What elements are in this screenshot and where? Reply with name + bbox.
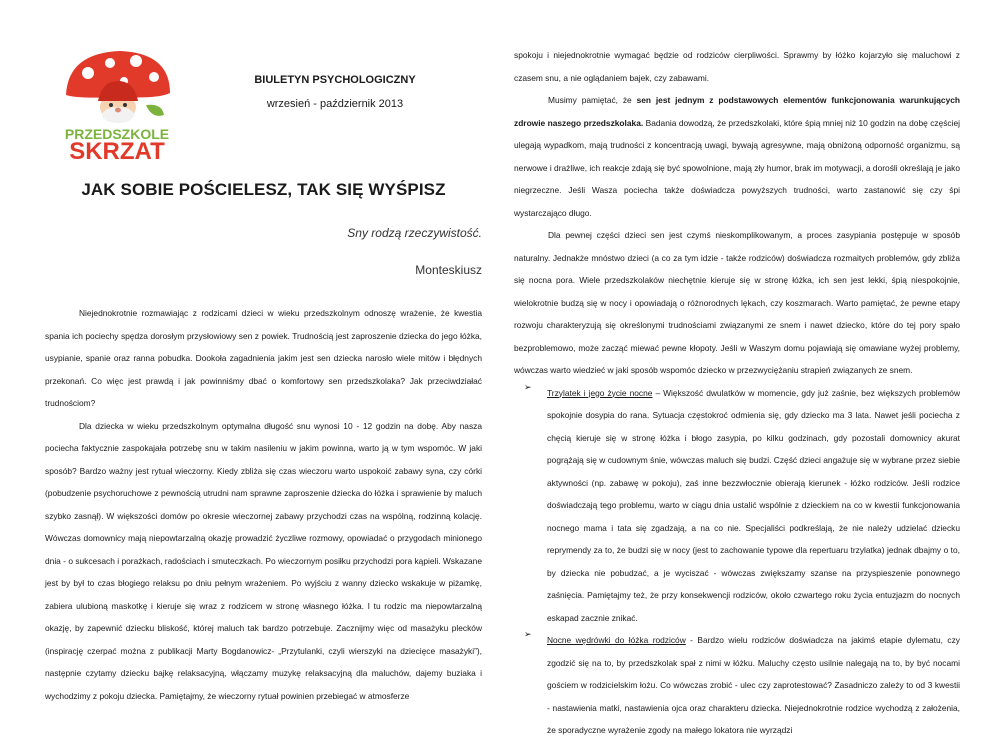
paragraph: Niejednokrotnie rozmawiając z rodzicami dzieci w wieku przedszkolnym odnoszę wrażenie, że kwestia spania ich pociechy spędza dorosłym przysłowiowy sen z powiek. Trudnością jest zaproszenie dziecka do jego łóżka, usypianie, spanie oraz ranna pobudka. Dookoła zagadnienia jakim jest sen dziecka narosło wiele mitów i błędnych przekonań. Co więc jest prawdą i jak powinniśmy dbać o komfortowy sen przedszkolaka? Jak przeciwdziałać trudnościom? (45, 308, 482, 408)
right-column-body (514, 44, 960, 742)
bullet-text (547, 382, 960, 630)
paragraph: Dla pewnej części dzieci sen jest czymś nieskomplikowanym, a proces zasypiania postępuje w sposób naturalny. Jednakże mnóstwo dzieci (a co za tym idzie - także rodziców) doświadcza rozmaitych problemów, gdy zbliża się nocna pora. Wiele przedszkolaków niechętnie kieruje się w stronę łóżka, ich sen jest lekki, śpią niespokojnie, wielokrotnie budzą się w nocy i opowiadają o różnorodnych lękach, czy koszmarach. Warto pamiętać, że pewne etapy rozwoju charakteryzują się określonymi trudnościami związanymi ze snem i nawet dziecko, które do tej pory spało bezproblemowo, może zacząć miewać pewne kłopoty. Jeśli w Waszym domu pojawiają się omawiane wyżej problemy, wówczas warto wiedzieć w jaki sposób wspomóc dziecko w przezwyciężaniu strapień związanych ze snem. (514, 230, 960, 375)
epigraph-quote: Sny rodzą rzeczywistość. (347, 226, 482, 240)
bullet-item (514, 629, 960, 742)
preschool-logo (58, 45, 176, 163)
text-span: Badania dowodzą, że przedszkolaki, które śpią mniej niż 10 godzin na dobę częściej ulegają wypadkom, mają trudności z koncentracją uwagi, bywają agresywne, mają obniżoną odporność organizmu, są nerwowe i drażliwe, ich reakcje zdają się być spowolnione, mają zły humor, brak im motywacji, a dorośli określają je jako niegrzeczne. Jeśli Wasza pociecha także doświadcza powyższych trudności, warto zastanowić się czy śpi wystarczająco długo. (514, 117, 961, 218)
text-span: - Bardzo wielu rodziców doświadcza na jakimś etapie dylematu, czy zgodzić się na to, by przedszkolak spał z nimi w łóżku. Maluchy często usilnie nalegają na to, by być nocami gościem w rodzicielskim łożu. Co wówczas zrobić - ulec czy zaprotestować? Zasadniczo zależy to od 3 kwestii - nastawienia matki, nastawienia ojca oraz charakteru dziecka. Niejednokrotnie rodzice wychodzą z założenia, że sporadyczne wyrażenie zgody na małego lokatora nie wyrządzi (547, 635, 960, 735)
bullet-text (547, 629, 960, 742)
bulletin-date: wrzesień - październik 2013 (266, 98, 404, 110)
paragraph: Dla dziecka w wieku przedszkolnym optymalna długość snu wynosi 10 - 12 godzin na dobę. Aby nasza pociecha faktycznie zaspokajała potrzebę snu w takim nasileniu w jakim powinna, warto ją w tym wspomóc. W jaki sposób? Bardzo ważny jest rytuał wieczorny. Kiedy zbliża się czas wieczoru warto uspokoić zabawy syna, czy córki (pobudzenie psychoruchowe z pewnością utrudni nam sprawne zaproszenie dziecka do łóżka i sprawienie by maluch szybko zasnął). W większości domów po okresie wieczornej zabawy przychodzi czas na wspólną, rodzinną kolację. Wówczas domownicy mają niepowtarzalną okazję prowadzić życzliwe rozmowy, opowiadać o przygodach minionego dnia - o sukcesach i porażkach, radościach i smuteczkach. Po wieczornym posiłku przychodzi pora kąpieli. Wskazane jest by był to czas błogiego relaksu po dniu pełnym wrażeniem. Po wyjściu z wanny dziecko wskakuje w piżamkę, zabiera ulubioną maskotkę i kieruje się wraz z rodzicem w stronę własnego łóżka. I tu rodzic ma niepowtarzalną okazję, by zapewnić dziecku bliskość, której maluch tak bardzo potrzebuje. Zacznijmy więc od masażyku plecków (inspirację czerpać można z publikacji Marty Bogdanowicz- „Przytulanki, czyli wierszyki na dziecięce masażyki”), następnie czytamy dziecku bajkę relaksacyjną, włączamy muzykę relaksacyjną dla maluchów, dajemy buziaka i wychodzimy z pokoju dziecka. Pamiętajmy, że wieczorny rytuał powinien przebiegać w atmosferze (45, 420, 482, 701)
arrow-bullet-icon: ➢ (524, 629, 532, 639)
epigraph-author: Monteskiusz (415, 263, 482, 277)
arrow-bullet-icon: ➢ (524, 381, 532, 392)
bold-text: sen jest jednym z podstawowych elementów funkcjonowania warunkujących zdrowie naszego przedszkolaka. (514, 95, 960, 128)
bullet-heading: Nocne wędrówki do łóżka rodziców (547, 635, 686, 645)
paragraph-key-point (514, 89, 960, 224)
bullet-heading: Trzylatek i jego życie nocne (547, 387, 653, 398)
bulletin-title: BIULETYN PSYCHOLOGICZNY (254, 74, 416, 86)
bullet-item (514, 382, 960, 630)
left-column-body (45, 302, 482, 707)
article-title: JAK SOBIE POŚCIELESZ, TAK SIĘ WYŚPISZ (81, 180, 446, 199)
logo-line2: SKRZAT (69, 138, 165, 163)
text-span: Musimy pamiętać, że (548, 95, 637, 105)
text-span: – Większość dwulatków w momencie, gdy już zaśnie, bez większych problemów spokojnie dosypia do rana. Sytuacja częstokroć odmienia się, gdy dziecko ma 3 lata. Nawet jeśli pociecha z chęcią kieruje się w stronę łóżka i błogo zasypia, po kilku godzinach, gdy pozostali domownicy akurat pogrążają się w cudownym śnie, wówczas maluch się budzi. Część dzieci angażuje się w wybrane przez siebie aktywności (np. zabawę w pokoju), zaś inne bezzwłocznie obierają kierunek - łóżko rodziców. Jeśli rodzice doświadczają tego problemu, warto w ciągu dnia ustalić wspólnie z dzieckiem na co w kwestii funkcjonowania nocnego mama i tata się zgadzają, a na co nie. Specjaliści podkreślają, że nie należy udzielać dziecku reprymendy za to, że budzi się w nocy (jest to zachowanie typowe dla repertuaru trzylatka) jednak dbajmy o to, by dziecka nie pobudzać, a je wyciszać - wówczas zwiększamy szanse na przyspieszenie ponownego zaśnięcia. Pamiętajmy też, że przy konsekwencji rodziców, około czwartego roku życia entuzjazm do nocnych eskapad zacznie znikać. (547, 387, 961, 623)
paragraph: spokoju i niejednokrotnie wymagać będzie od rodziców cierpliwości. Sprawmy by łóżko kojarzyło się maluchowi z czasem snu, a nie oglądaniem bajek, czy zabawami. (514, 50, 960, 83)
logo-line1: PRZEDSZKOLE (64, 126, 170, 142)
mushroom-gnome-logo-icon (58, 45, 176, 163)
